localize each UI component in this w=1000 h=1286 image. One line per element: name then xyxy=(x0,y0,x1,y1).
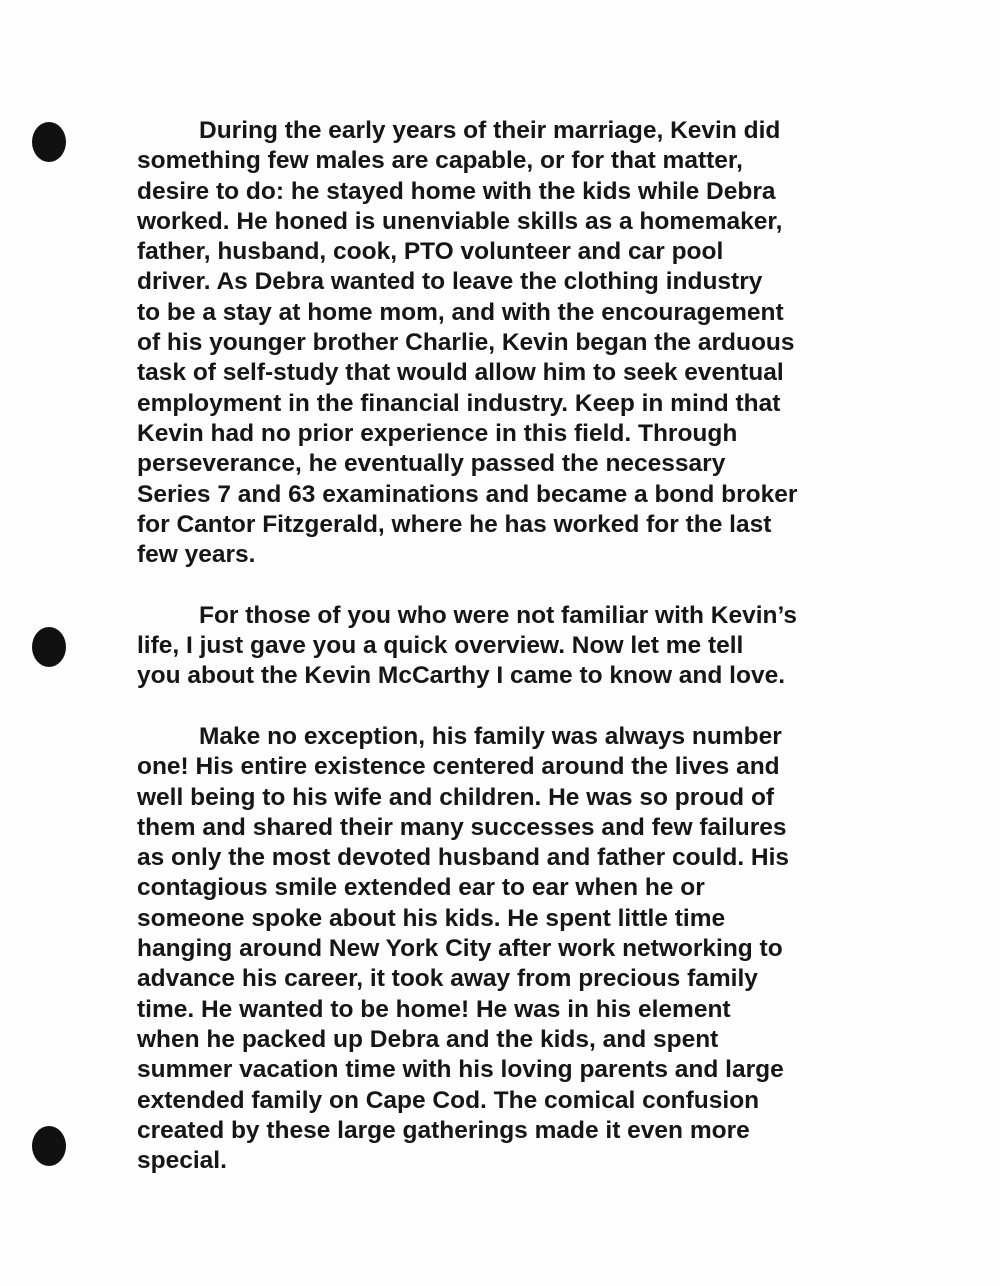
punch-hole-middle xyxy=(32,627,66,667)
text-line: someone spoke about his kids. He spent little time xyxy=(137,904,726,932)
text-line: life, I just gave you a quick overview. Now let me tell xyxy=(137,632,744,660)
paragraph-overview xyxy=(137,601,867,692)
text-line: perseverance, he eventually passed the necessary xyxy=(137,450,726,478)
text-line: extended family on Cape Cod. The comical confusion xyxy=(137,1086,760,1114)
text-line: During the early years of their marriage, Kevin did xyxy=(199,117,781,144)
text-line: For those of you who were not familiar with Kevin’s xyxy=(199,601,798,629)
text-line: when he packed up Debra and the kids, and spent xyxy=(137,1025,719,1053)
text-line: employment in the financial industry. Keep in mind that xyxy=(137,389,781,417)
text-line: them and shared their many successes and few failures xyxy=(137,813,787,841)
text-line: driver. As Debra wanted to leave the clothing industry xyxy=(137,268,763,296)
text-line: well being to his wife and children. He was so proud of xyxy=(137,783,775,811)
text-line: father, husband, cook, PTO volunteer and car pool xyxy=(137,238,724,266)
text-line: one! His entire existence centered around the lives and xyxy=(137,753,780,781)
text-line: for Cantor Fitzgerald, where he has worked for the last xyxy=(137,510,772,538)
text-line: Series 7 and 63 examinations and became a bond broker xyxy=(137,480,798,508)
text-line: advance his career, it took away from precious family xyxy=(137,965,758,993)
text-line: created by these large gatherings made it even more xyxy=(137,1116,750,1144)
punch-hole-bottom xyxy=(32,1126,66,1166)
text-line: time. He wanted to be home! He was in his element xyxy=(137,995,731,1023)
text-line: as only the most devoted husband and father could. His xyxy=(137,844,790,872)
text-line: special. xyxy=(137,1147,227,1175)
text-line: of his younger brother Charlie, Kevin began the arduous xyxy=(137,329,795,357)
paragraph-kevin-career xyxy=(137,116,867,570)
punch-hole-top xyxy=(32,122,66,162)
text-line: few years. xyxy=(137,541,256,569)
text-line: you about the Kevin McCarthy I came to know and love. xyxy=(137,662,786,690)
text-line: Make no exception, his family was always number xyxy=(199,722,782,750)
text-line: contagious smile extended ear to ear when he or xyxy=(137,874,705,902)
paragraph-family xyxy=(137,722,867,1176)
text-line: task of self-study that would allow him to seek eventual xyxy=(137,359,784,387)
body-text xyxy=(137,116,867,1207)
text-line: something few males are capable, or for that matter, xyxy=(137,147,743,175)
text-line: Kevin had no prior experience in this field. Through xyxy=(137,419,738,447)
text-line: hanging around New York City after work networking to xyxy=(137,935,783,963)
text-line: desire to do: he stayed home with the kids while Debra xyxy=(137,177,776,205)
text-line: worked. He honed is unenviable skills as a homemaker, xyxy=(137,207,783,235)
text-line: summer vacation time with his loving parents and large xyxy=(137,1056,784,1084)
text-line: to be a stay at home mom, and with the encouragement xyxy=(137,298,784,326)
